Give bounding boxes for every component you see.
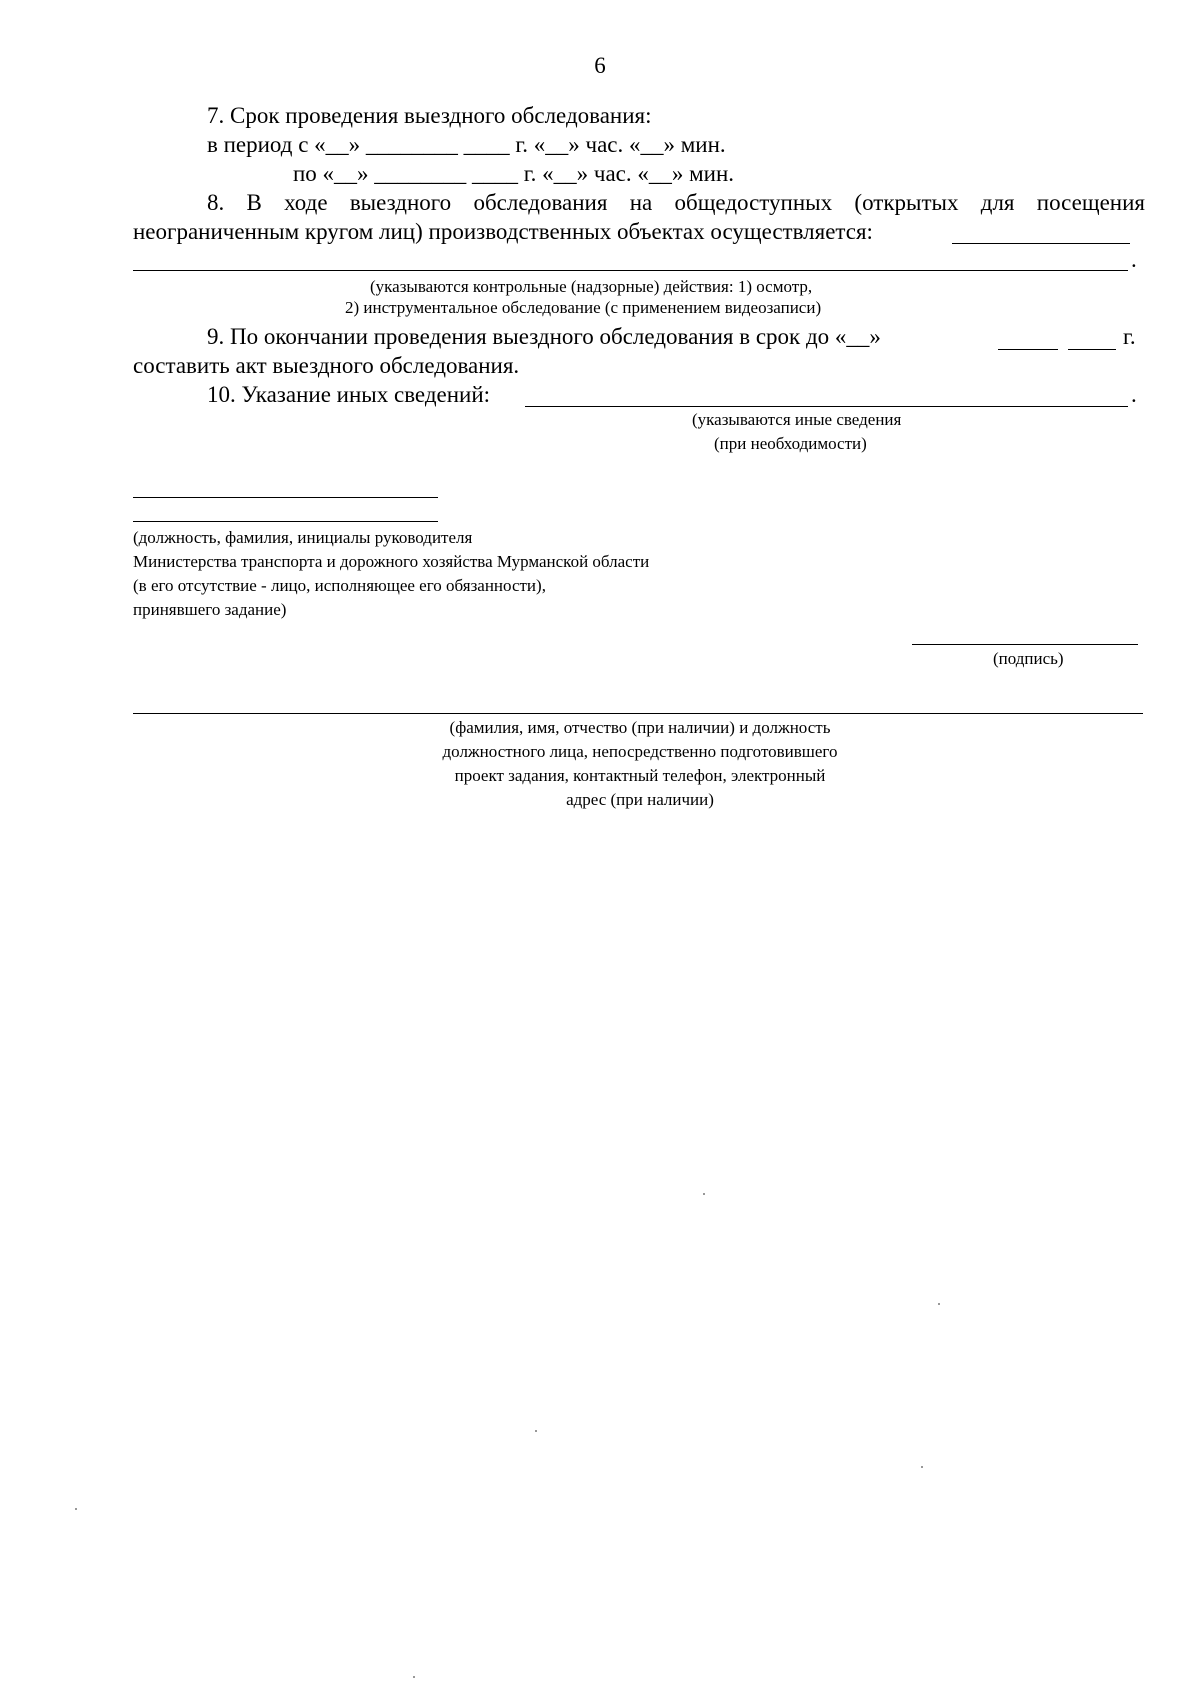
scan-speck	[703, 1193, 705, 1195]
head-name-line-2	[133, 521, 438, 522]
scan-speck	[535, 1430, 537, 1432]
item8-blank-line2	[133, 270, 1128, 271]
head-caption-line2: Министерства транспорта и дорожного хозяйства Мурманской области	[133, 552, 650, 571]
item10-label: 10. Указание иных сведений:	[207, 382, 491, 407]
preparer-caption-line3: проект задания, контактный телефон, электронный	[454, 766, 826, 785]
item10-note-line1: (указываются иные сведения	[692, 410, 902, 429]
head-name-line	[133, 497, 438, 498]
preparer-caption-line2: должностного лица, непосредственно подготовившего	[442, 742, 838, 761]
item9-year-suffix: г.	[1123, 324, 1136, 349]
item10-end-dot: .	[1131, 382, 1137, 407]
item9-month-blank	[998, 349, 1058, 350]
item9-line2: составить акт выездного обследования.	[133, 353, 520, 378]
item10-blank	[525, 406, 1128, 407]
head-caption-line1: (должность, фамилия, инициалы руководителя	[133, 528, 473, 547]
item10-note-line2: (при необходимости)	[714, 434, 867, 453]
item7-period-from: в период с «__» ________ ____ г. «__» час. «__» мин.	[207, 132, 726, 157]
preparer-line	[133, 713, 1143, 714]
item8-note-line2: 2) инструментальное обследование (с применением видеозаписи)	[345, 298, 822, 317]
preparer-caption-line4: адрес (при наличии)	[566, 790, 714, 809]
item7-period-to: по «__» ________ ____ г. «__» час. «__» мин.	[293, 161, 735, 186]
preparer-caption-line1: (фамилия, имя, отчество (при наличии) и должность	[449, 718, 831, 737]
item9-year-blank	[1068, 349, 1116, 350]
item8-blank-line1	[952, 243, 1130, 244]
item9-line1: 9. По окончании проведения выездного обследования в срок до «__»	[207, 324, 881, 349]
head-caption-line3: (в его отсутствие - лицо, исполняющее его обязанности),	[133, 576, 546, 595]
scan-speck	[921, 1466, 923, 1468]
item8-end-dot: .	[1131, 247, 1137, 272]
head-caption-line4: принявшего задание)	[133, 600, 287, 619]
item8-line2: неограниченным кругом лиц) производственных объектах осуществляется:	[133, 219, 873, 244]
signature-line	[912, 644, 1138, 645]
scan-speck	[75, 1508, 77, 1510]
signature-caption: (подпись)	[993, 649, 1064, 668]
item8-line1: 8. В ходе выездного обследования на общедоступных (открытых для посещения	[207, 190, 1145, 215]
page-number: 6	[594, 53, 606, 78]
item8-note-line1: (указываются контрольные (надзорные) действия: 1) осмотр,	[370, 277, 813, 296]
scan-speck	[413, 1676, 415, 1678]
scan-speck	[938, 1303, 940, 1305]
item7-title: 7. Срок проведения выездного обследования:	[207, 103, 652, 128]
